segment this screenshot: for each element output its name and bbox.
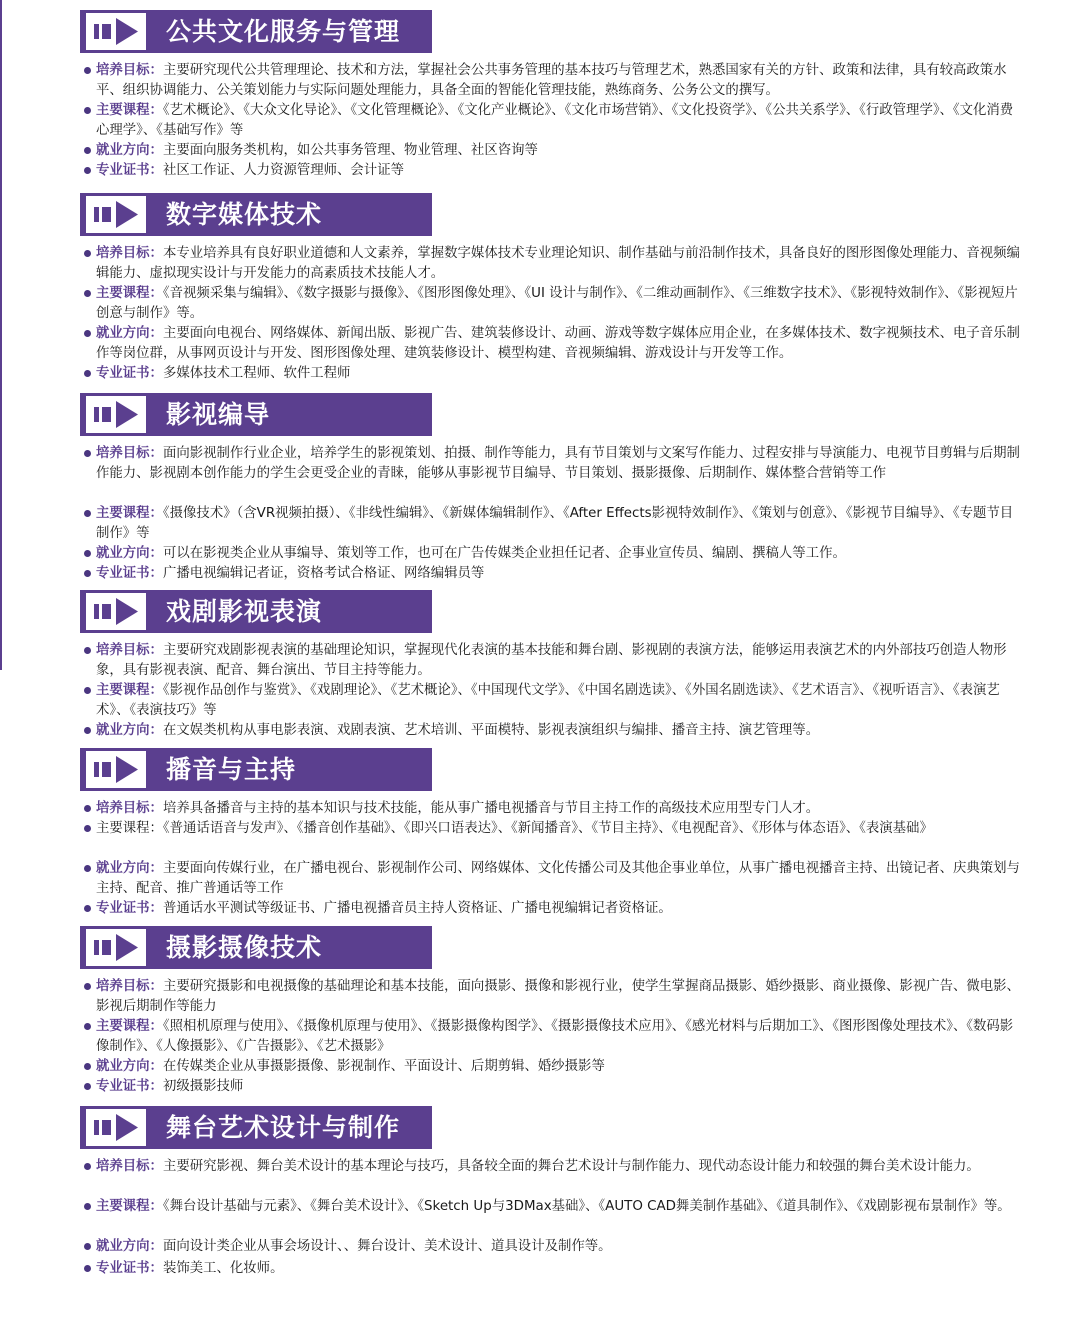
item-text: 《音视频采集与编辑》、《数字摄影与摄像》、《图形图像处理》、《UI 设计与制作》、《二维动画制作》、《三维数字技术》、《影视特效制作》、《影视短片创意与制作》等。	[96, 286, 1018, 321]
section-title: 播音与主持	[166, 755, 297, 784]
item-label: 培养目标：	[96, 801, 163, 816]
item-label: 主要课程：	[96, 683, 163, 698]
play-arrow-icon	[86, 929, 146, 966]
section-banner	[80, 393, 432, 436]
item-text: 广播电视编辑记者证，资格考试合格证、网络编辑员等	[162, 566, 485, 581]
play-arrow-icon	[86, 396, 146, 433]
bullet-icon	[84, 1265, 91, 1272]
info-item	[0, 324, 1026, 364]
bullet-icon	[84, 1163, 91, 1170]
info-item	[0, 977, 1026, 1017]
item-label: 主要课程：	[96, 1199, 163, 1214]
item-label: 就业方向：	[96, 143, 163, 158]
item-label: 培养目标：	[96, 63, 163, 78]
bullet-icon	[84, 510, 91, 517]
bullet-icon	[84, 825, 91, 832]
info-item	[0, 1077, 1026, 1097]
item-text: 《舞台设计基础与元素》、《舞台美术设计》、《Sketch Up与3DMax基础》、《AUTO CAD舞美制作基础》、《道具制作》、《戏剧影视布景制作》等。	[162, 1199, 1011, 1214]
info-item	[0, 141, 1026, 161]
item-text: 主要研究摄影和电视摄像的基础理论和基本技能，面向摄影、摄像和影视行业，使学生掌握商品摄影、婚纱摄影、商业摄像、影视广告、微电影、影视后期制作等能力	[96, 979, 1020, 1014]
section-banner	[80, 193, 432, 236]
item-text: 主要研究影视、舞台美术设计的基本理论与技巧，具备较全面的舞台艺术设计与制作能力、现代动态设计能力和较强的舞台美术设计能力。	[162, 1159, 980, 1174]
item-label: 主要课程：	[96, 1019, 163, 1034]
play-arrow-icon	[86, 593, 146, 630]
item-text: 主要面向服务类机构，如公共事务管理、物业管理、社区咨询等	[162, 143, 538, 158]
info-item	[0, 799, 1026, 819]
item-label: 培养目标：	[96, 643, 163, 658]
section-title: 摄影摄像技术	[166, 933, 323, 962]
item-label: 就业方向：	[96, 546, 163, 561]
info-item	[0, 444, 1026, 484]
bullet-icon	[84, 67, 91, 74]
item-text: 主要研究戏剧影视表演的基础理论知识，掌握现代化表演的基本技能和舞台剧、影视剧的表演方法，能够运用表演艺术的内外部技巧创造人物形象，具有影视表演、配音、舞台演出、节目主持等能力。	[96, 643, 1007, 678]
item-label: 专业证书：	[96, 1079, 163, 1094]
item-text: 在文娱类机构从事电影表演、戏剧表演、艺术培训、平面模特、影视表演组织与编排、播音主持、演艺管理等。	[162, 723, 820, 738]
info-item	[0, 244, 1026, 284]
item-text: 面向影视制作行业企业，培养学生的影视策划、拍摄、制作等能力，具有节目策划与文案写作能力、过程安排与导演能力、电视节目剪辑与后期制作能力、影视剧本创作能力的学生会更受企业的青睐，能够从事影视节目编导、节目策划、摄影摄像、后期制作、媒体整合营销等工作	[96, 446, 1020, 481]
item-text: 面向设计类企业从事会场设计、、舞台设计、美术设计、道具设计及制作等。	[162, 1239, 612, 1254]
bullet-icon	[84, 450, 91, 457]
info-item	[0, 1057, 1026, 1077]
item-label: 培养目标：	[96, 1159, 163, 1174]
item-text: 主要面向传媒行业，在广播电视台、影视制作公司、网络媒体、文化传播公司及其他企事业单位，从事广播电视播音主持、出镜记者、庆典策划与主持、配音、推广普通话等工作	[96, 861, 1020, 896]
bullet-icon	[84, 647, 91, 654]
item-label: 专业证书：	[96, 163, 163, 178]
bullet-icon	[84, 983, 91, 990]
item-label: 就业方向：	[96, 326, 163, 341]
info-item	[0, 681, 1026, 721]
item-text: 多媒体技术工程师、软件工程师	[162, 366, 351, 381]
item-text: 主要面向电视台、网络媒体、新闻出版、影视广告、建筑装修设计、动画、游戏等数字媒体应用企业，在多媒体技术、数字视频技术、电子音乐制作等岗位群，从事网页设计与开发、图形图像处理、建筑装修设计、模型构建、音视频编辑、游戏设计与开发等工作。	[96, 326, 1020, 361]
bullet-icon	[84, 290, 91, 297]
item-label: 就业方向：	[96, 861, 163, 876]
info-item	[0, 859, 1026, 899]
bullet-icon	[84, 1203, 91, 1210]
item-label: 就业方向：	[96, 723, 163, 738]
item-label: 培养目标：	[96, 979, 163, 994]
item-label: 就业方向：	[96, 1059, 163, 1074]
bullet-icon	[84, 1243, 91, 1250]
info-item	[0, 161, 1026, 181]
play-arrow-icon	[86, 1109, 146, 1146]
bullet-icon	[84, 250, 91, 257]
bullet-icon	[84, 370, 91, 377]
item-text: 《照相机原理与使用》、《摄像机原理与使用》、《摄影摄像构图学》、《摄影摄像技术应用》、《感光材料与后期加工》、《图形图像处理技术》、《数码影像制作》、《人像摄影》、《广告摄影》、《艺术摄影》	[96, 1019, 1014, 1054]
item-label: 培养目标：	[96, 446, 163, 461]
bullet-icon	[84, 727, 91, 734]
bullet-icon	[84, 167, 91, 174]
info-item	[0, 1259, 1026, 1279]
item-text: 培养具备播音与主持的基本知识与技术技能，能从事广播电视播音与节目主持工作的高级技术应用型专门人才。	[162, 801, 820, 816]
section-banner	[80, 1106, 432, 1149]
section-title: 舞台艺术设计与制作	[166, 1113, 401, 1142]
bullet-icon	[84, 330, 91, 337]
info-item	[0, 1197, 1026, 1217]
item-label: 专业证书：	[96, 366, 163, 381]
item-label: 主要课程：	[96, 103, 163, 118]
item-text: 主要研究现代公共管理理论、技术和方法，掌握社会公共事务管理的基本技巧与管理艺术，熟悉国家有关的方针、政策和法律，具有较高政策水平、组织协调能力、公关策划能力与实际问题处理能力，具备全面的智能化管理技能，熟练商务、公务公文的撰写。	[96, 63, 1007, 98]
play-arrow-icon	[86, 13, 146, 50]
item-text: 《艺术概论》、《大众文化导论》、《文化管理概论》、《文化产业概论》、《文化市场营销》、《文化投资学》、《公共关系学》、《行政管理学》、《文化消费心理学》、《基础写作》等	[96, 103, 1014, 138]
item-label: 主要课程：	[96, 506, 163, 521]
info-item	[0, 364, 1026, 384]
item-label: 专业证书：	[96, 1261, 163, 1276]
bullet-icon	[84, 905, 91, 912]
info-item	[0, 1237, 1026, 1257]
info-item	[0, 641, 1026, 681]
item-label: 主要课程：	[96, 286, 163, 301]
bullet-icon	[84, 1063, 91, 1070]
bullet-icon	[84, 147, 91, 154]
section-title: 公共文化服务与管理	[166, 17, 401, 46]
info-item	[0, 819, 1026, 839]
item-text: 本专业培养具有良好职业道德和人文素养，掌握数字媒体技术专业理论知识、制作基础与前沿制作技术，具备良好的图形图像处理能力、音视频编辑能力、虚拟现实设计与开发能力的高素质技术技能人才。	[96, 246, 1020, 281]
item-label: 专业证书：	[96, 566, 163, 581]
info-item	[0, 284, 1026, 324]
info-item	[0, 101, 1026, 141]
bullet-icon	[84, 805, 91, 812]
play-arrow-icon	[86, 196, 146, 233]
item-text: 初级摄影技师	[162, 1079, 244, 1094]
bullet-icon	[84, 107, 91, 114]
item-text: 《摄像技术》（含VR视频拍摄）、《非线性编辑》、《新媒体编辑制作》、《After Effects影视特效制作》、《策划与创意》、《影视节目编导》、《专题节目制作》等	[96, 506, 1014, 541]
bullet-icon	[84, 570, 91, 577]
info-item	[0, 1017, 1026, 1057]
section-banner	[80, 590, 432, 633]
bullet-icon	[84, 1023, 91, 1030]
item-label: 培养目标：	[96, 246, 163, 261]
section-title: 数字媒体技术	[166, 200, 323, 229]
bullet-icon	[84, 687, 91, 694]
section-title: 影视编导	[166, 400, 271, 429]
item-text: 社区工作证、人力资源管理师、会计证等	[162, 163, 404, 178]
item-text: 普通话水平测试等级证书、广播电视播音员主持人资格证、广播电视编辑记者资格证。	[162, 901, 672, 916]
info-item	[0, 564, 1026, 584]
item-label: 主要课程：	[96, 821, 163, 836]
info-item	[0, 544, 1026, 564]
info-item	[0, 504, 1026, 544]
bullet-icon	[84, 865, 91, 872]
item-text: 《影视作品创作与鉴赏》、《戏剧理论》、《艺术概论》、《中国现代文学》、《中国名剧选读》、《外国名剧选读》、《艺术语言》、《视听语言》、《表演艺术》、《表演技巧》等	[96, 683, 1000, 718]
play-arrow-icon	[86, 751, 146, 788]
bullet-icon	[84, 1083, 91, 1090]
item-text: 可以在影视类企业从事编导、策划等工作，也可在广告传媒类企业担任记者、企事业宣传员、编剧、撰稿人等工作。	[162, 546, 846, 561]
item-text: 装饰美工、化妆师。	[162, 1261, 284, 1276]
section-banner	[80, 10, 432, 53]
info-item	[0, 1157, 1026, 1177]
section-banner	[80, 748, 432, 791]
section-banner	[80, 926, 432, 969]
item-label: 就业方向：	[96, 1239, 163, 1254]
info-item	[0, 721, 1026, 741]
section-title: 戏剧影视表演	[166, 597, 323, 626]
info-item	[0, 61, 1026, 101]
item-text: 在传媒类企业从事摄影摄像、影视制作、平面设计、后期剪辑、婚纱摄影等	[162, 1059, 605, 1074]
info-item	[0, 899, 1026, 919]
item-label: 专业证书：	[96, 901, 163, 916]
bullet-icon	[84, 550, 91, 557]
item-text: 《普通话语音与发声》、《播音创作基础》、《即兴口语表达》、《新闻播音》、《节目主持》、《电视配音》、《形体与体态语》、《表演基础》	[162, 821, 933, 836]
